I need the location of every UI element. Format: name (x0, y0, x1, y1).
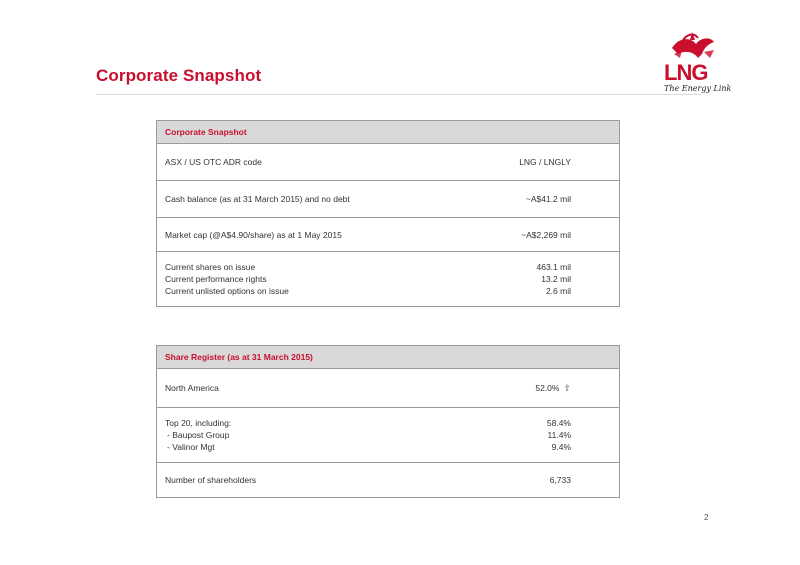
row-value-group (453, 408, 620, 463)
page-title: Corporate Snapshot (96, 66, 262, 85)
row-value-cell (453, 369, 620, 408)
row-label: Current performance rights (165, 274, 267, 284)
table-row (157, 463, 620, 498)
table-row (157, 408, 620, 463)
row-label-group (157, 252, 454, 307)
table-row (157, 181, 620, 218)
table-row (157, 144, 620, 181)
table-row (157, 218, 620, 252)
row-label: - Valinor Mgt (167, 442, 215, 452)
row-value: 58.4% (546, 418, 571, 428)
title-divider (96, 94, 701, 95)
row-value: 52.0% (535, 382, 560, 393)
page-number: 2 (704, 513, 709, 522)
row-value: 9.4% (551, 442, 571, 452)
row-value: 463.1 mil (536, 262, 571, 272)
row-label: Market cap (@A$4.90/share) as at 1 May 2015 (157, 218, 454, 252)
table-header: Corporate Snapshot (157, 121, 620, 144)
logo-tagline: The Energy Link (664, 84, 732, 93)
row-value: ~A$2,269 mil (453, 218, 620, 252)
up-arrow-icon: ⇧ (563, 382, 571, 393)
row-value: 13.2 mil (541, 274, 571, 284)
table-row (157, 252, 620, 307)
row-value-group (453, 252, 620, 307)
row-label: - Baupost Group (167, 430, 230, 440)
corporate-snapshot-table (156, 120, 620, 307)
row-label: ASX / US OTC ADR code (157, 144, 454, 181)
row-label: Number of shareholders (157, 463, 454, 498)
row-label: Cash balance (as at 31 March 2015) and no debt (157, 181, 454, 218)
row-label: Current unlisted options on issue (165, 286, 289, 296)
row-label: North America (157, 369, 454, 408)
table-header: Share Register (as at 31 March 2015) (157, 346, 620, 369)
row-label-group (157, 408, 454, 463)
row-value: ~A$41.2 mil (453, 181, 620, 218)
row-value: LNG / LNGLY (453, 144, 620, 181)
row-label: Current shares on issue (165, 262, 256, 272)
row-value: 6,733 (453, 463, 620, 498)
row-value: 11.4% (547, 430, 571, 440)
row-label: Top 20, including: (165, 418, 232, 428)
share-register-table (156, 345, 620, 498)
logo-wordmark: LNG (664, 60, 708, 85)
row-value: 2.6 mil (545, 286, 571, 296)
table-row (157, 369, 620, 408)
